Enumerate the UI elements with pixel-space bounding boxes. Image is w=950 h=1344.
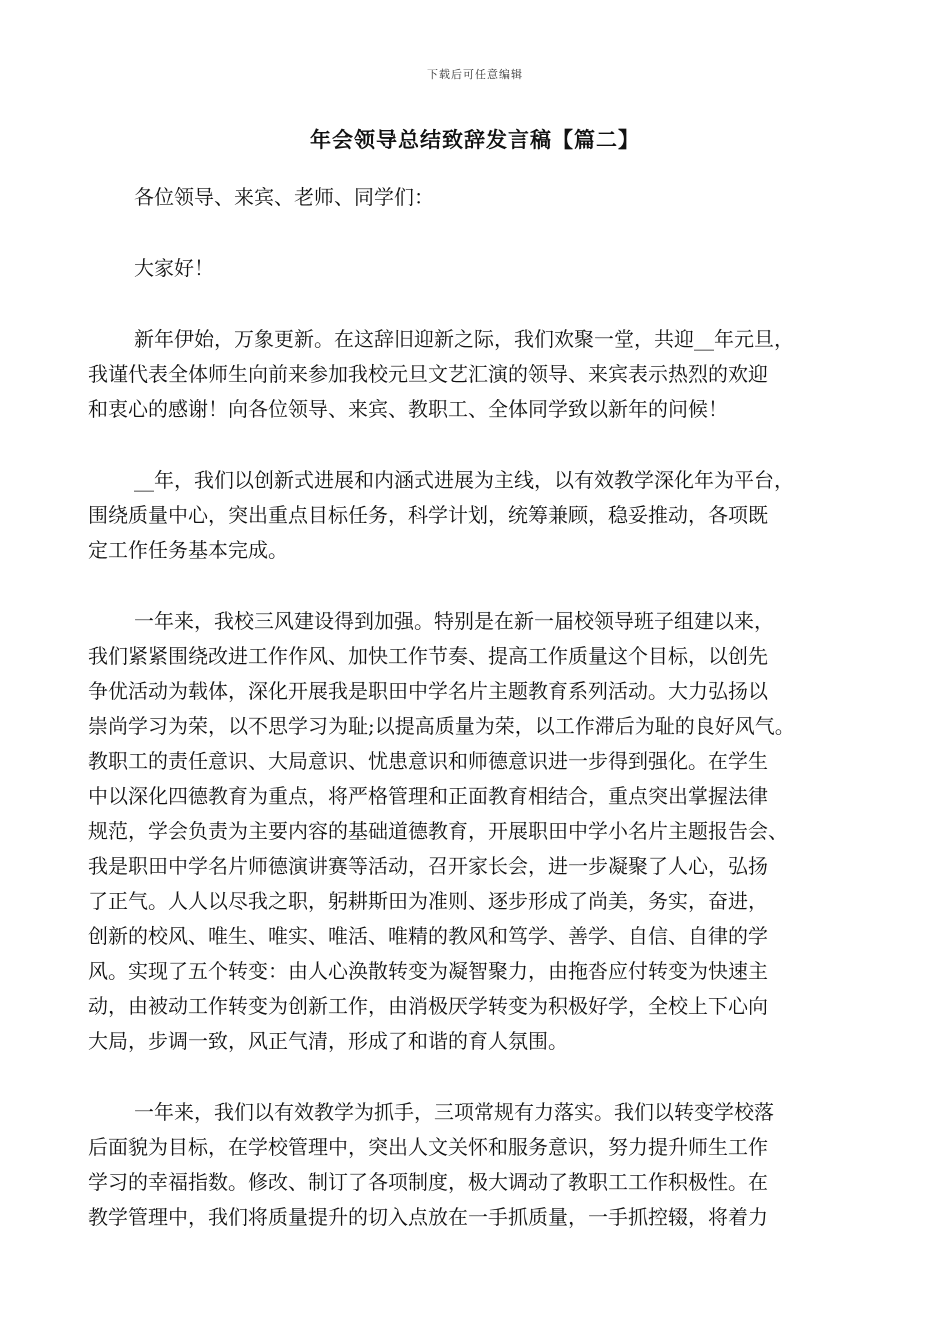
paragraph-line: 了正气。人人以尽我之职，躬耕斯田为准则、逐步形成了尚美，务实，奋进， — [88, 889, 768, 913]
paragraph-line: 后面貌为目标，在学校管理中，突出人文关怀和服务意识，努力提升师生工作 — [88, 1135, 768, 1159]
paragraph-line: 学习的幸福指数。修改、制订了各项制度，极大调动了教职工工作积极性。在 — [88, 1170, 768, 1194]
paragraph-line: 一年来，我校三风建设得到加强。特别是在新一届校领导班子组建以来， — [134, 609, 774, 633]
paragraph-line: __年，我们以创新式进展和内涵式进展为主线，以有效教学深化年为平台， — [134, 468, 794, 492]
body-paragraph — [88, 322, 866, 427]
paragraph-line: 规范，学会负责为主要内容的基础道德教育，开展职田中学小名片主题报告会、 — [88, 819, 788, 843]
paragraph-line: 教职工的责任意识、大局意识、忧患意识和师德意识进一步得到强化。在学生 — [88, 749, 768, 773]
document-body — [88, 180, 866, 1271]
paragraph-line: 和衷心的感谢！向各位领导、来宾、教职工、全体同学致以新年的问候！ — [88, 397, 728, 421]
header-note: 下载后可任意编辑 — [427, 68, 523, 81]
paragraph-line: 创新的校风、唯生、唯实、唯活、唯精的教风和笃学、善学、自信、自律的学 — [88, 924, 768, 948]
salutation-paragraph — [88, 180, 866, 215]
paragraph-line: 争优活动为载体，深化开展我是职田中学名片主题教育系列活动。大力弘扬以 — [88, 679, 768, 703]
paragraph-line: 定工作任务基本完成。 — [88, 538, 288, 562]
paragraph-line: 大家好！ — [134, 256, 214, 280]
paragraph-line: 中以深化四德教育为重点，将严格管理和正面教育相结合，重点突出掌握法律 — [88, 784, 768, 808]
paragraph-line: 动，由被动工作转变为创新工作，由消极厌学转变为积极好学，全校上下心向 — [88, 994, 768, 1018]
paragraph-line: 一年来，我们以有效教学为抓手，三项常规有力落实。我们以转变学校落 — [134, 1100, 774, 1124]
body-paragraph — [88, 1095, 866, 1235]
body-paragraph — [88, 463, 866, 568]
paragraph-line: 教学管理中，我们将质量提升的切入点放在一手抓质量，一手抓控辍，将着力 — [88, 1205, 768, 1229]
paragraph-line: 新年伊始，万象更新。在这辞旧迎新之际，我们欢聚一堂，共迎__年元旦， — [134, 327, 794, 351]
paragraph-line: 各位领导、来宾、老师、同学们： — [134, 185, 434, 209]
paragraph-line: 崇尚学习为荣，以不思学习为耻;以提高质量为荣，以工作滞后为耻的良好风气。 — [88, 714, 795, 738]
body-paragraph — [88, 604, 866, 1059]
greeting-paragraph — [88, 251, 866, 286]
paragraph-line: 我是职田中学名片师德演讲赛等活动，召开家长会，进一步凝聚了人心，弘扬 — [88, 854, 768, 878]
paragraph-line: 围绕质量中心，突出重点目标任务，科学计划，统筹兼顾，稳妥推动，各项既 — [88, 503, 768, 527]
paragraph-line: 我们紧紧围绕改进工作作风、加快工作节奏、提高工作质量这个目标，以创先 — [88, 644, 768, 668]
paragraph-line: 我谨代表全体师生向前来参加我校元旦文艺汇演的领导、来宾表示热烈的欢迎 — [88, 362, 768, 386]
document-title: 年会领导总结致辞发言稿【篇二】 — [310, 127, 640, 152]
paragraph-line: 风。实现了五个转变：由人心涣散转变为凝智聚力，由拖沓应付转变为快速主 — [88, 959, 768, 983]
paragraph-line: 大局，步调一致，风正气清，形成了和谐的育人氛围。 — [88, 1029, 568, 1053]
